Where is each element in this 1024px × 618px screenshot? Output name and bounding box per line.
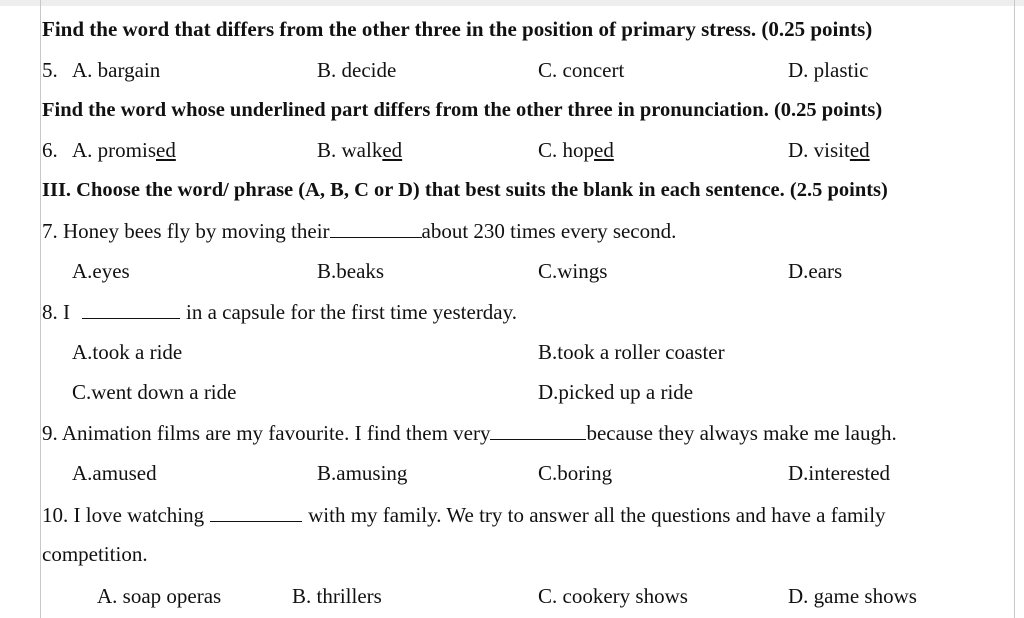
q10-stem — [42, 502, 886, 528]
q8-text-before: 8. I — [42, 300, 70, 324]
q8-text-after: in a capsule for the first time yesterday. — [186, 300, 518, 324]
q7-text-before: 7. Honey bees fly by moving their — [42, 219, 330, 243]
q5-option-d: D. plastic — [788, 58, 869, 82]
q6-a-text: A. promis — [72, 138, 156, 162]
q6-option-d — [788, 137, 870, 163]
q8-stem — [42, 299, 517, 325]
q7-stem — [42, 218, 676, 244]
q5-number: 5. — [42, 58, 58, 82]
q7-blank — [330, 219, 422, 238]
q9-stem — [42, 420, 897, 446]
q8-option-c: C.went down a ride — [72, 380, 237, 404]
pronunciation-heading: Find the word whose underlined part differs from the other three in pronunciation. (0.25 points) — [42, 99, 883, 121]
q10-text-before: 10. I love watching — [42, 503, 205, 527]
q5-option-a: A. bargain — [72, 58, 161, 82]
q10-option-c: C. cookery shows — [538, 584, 688, 608]
q6-a-underlined: ed — [156, 138, 176, 162]
q10-text-after: with my family. We try to answer all the questions and have a family — [308, 503, 886, 527]
q6-option-a — [72, 137, 176, 163]
left-border — [40, 0, 41, 618]
right-border — [1014, 0, 1015, 618]
q6-b-underlined: ed — [382, 138, 403, 162]
q9-option-c: C.boring — [538, 461, 613, 485]
q8-blank — [82, 300, 180, 319]
stress-heading: Find the word that differs from the other three in the position of primary stress. (0.25 points) — [42, 17, 873, 41]
q7-option-c: C.wings — [538, 259, 608, 283]
q10-option-a: A. soap operas — [97, 584, 222, 608]
q6-number: 6. — [42, 138, 58, 162]
q9-option-a: A.amused — [72, 461, 157, 485]
q10-blank — [210, 503, 302, 522]
q9-option-b: B.amusing — [317, 461, 408, 485]
q7-option-a: A.eyes — [72, 259, 130, 283]
q5-option-c: C. concert — [538, 58, 625, 82]
top-edge — [0, 0, 1024, 6]
q6-option-b — [317, 137, 402, 163]
q6-b-text: B. walk — [317, 138, 383, 162]
q9-option-d: D.interested — [788, 461, 891, 485]
section-iii-heading: III. Choose the word/ phrase (A, B, C or D) that best suits the blank in each sentence. (2.5 points) — [42, 179, 888, 201]
q7-text-after: about 230 times every second. — [421, 219, 677, 243]
q7-option-d: D.ears — [788, 259, 843, 283]
q9-text-after: because they always make me laugh. — [586, 421, 897, 445]
q10-option-b: B. thrillers — [292, 584, 382, 608]
q10-option-d: D. game shows — [788, 584, 917, 608]
q9-text-before: 9. Animation films are my favourite. I find them very — [42, 421, 491, 445]
q6-option-c — [538, 137, 614, 163]
q8-option-b: B.took a roller coaster — [538, 340, 725, 364]
q9-blank — [490, 421, 586, 440]
q10-stem-continuation: competition. — [42, 542, 148, 566]
q8-option-a: A.took a ride — [72, 340, 183, 364]
q8-option-d: D.picked up a ride — [538, 380, 694, 404]
q7-option-b: B.beaks — [317, 259, 385, 283]
q6-c-underlined: ed — [594, 138, 614, 162]
q6-d-text: D. visit — [788, 138, 850, 162]
q5-option-b: B. decide — [317, 58, 397, 82]
q6-c-text: C. hop — [538, 138, 595, 162]
q6-d-underlined: ed — [849, 138, 870, 162]
